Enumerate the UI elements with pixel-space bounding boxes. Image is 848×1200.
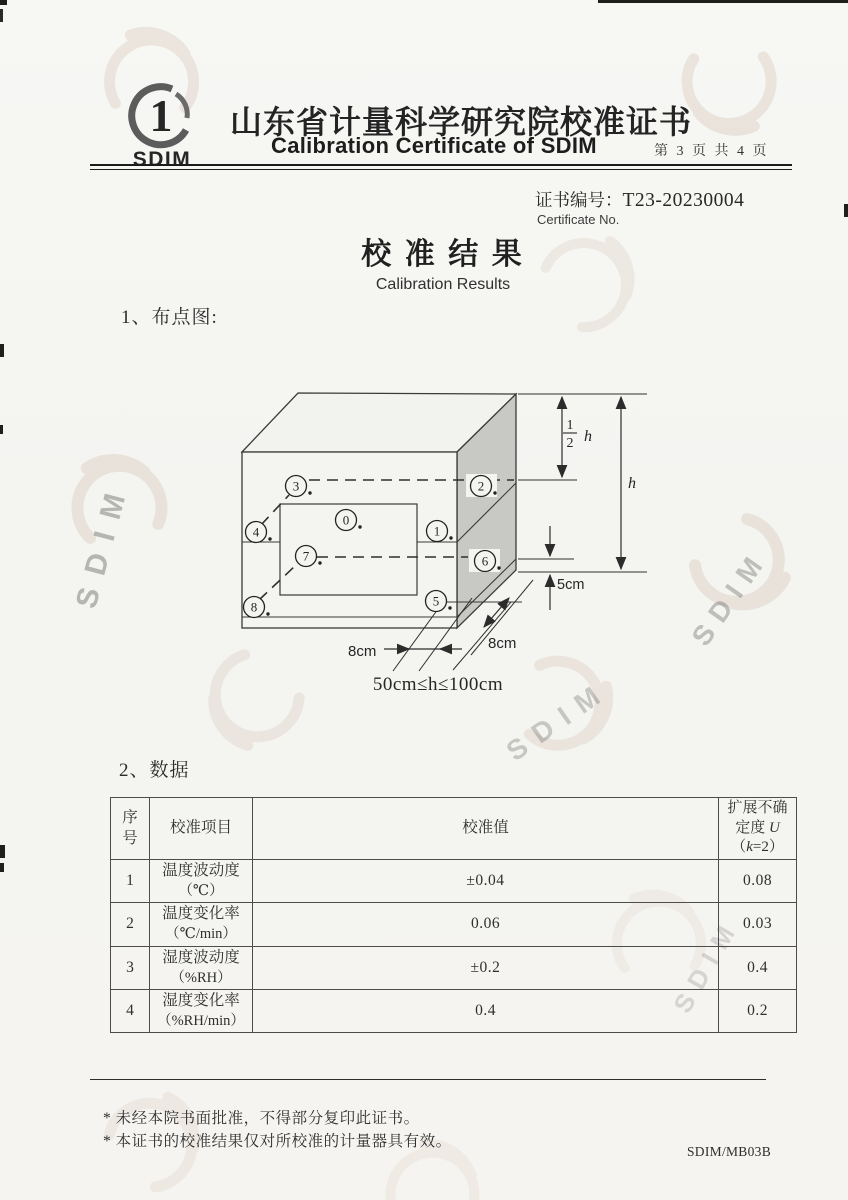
half-h-variable: h [584, 428, 592, 445]
header-title-en: Calibration Certificate of SDIM [271, 133, 597, 158]
height-range-caption: 50cm≤h≤100cm [372, 674, 504, 695]
cell-uncertainty: 0.03 [719, 903, 797, 946]
cell-item: 湿度波动度 （%RH） [150, 946, 253, 989]
cell-value: ±0.2 [253, 946, 719, 989]
cell-no: 1 [111, 860, 150, 903]
certificate-no-label: 证书编号： [535, 190, 623, 210]
watermark-text: SDIM [685, 543, 775, 652]
results-title: 校 准 结 果 [361, 238, 525, 271]
half-h-numerator: 1 [566, 418, 574, 433]
dim-8cm-right-label: 8cm [488, 635, 517, 652]
logo-numeral: 1 [149, 90, 173, 141]
scan-artifact [0, 845, 5, 858]
svg-text:3: 3 [292, 478, 300, 494]
col-header-item: 校准项目 [150, 798, 253, 860]
svg-text:5: 5 [432, 593, 440, 609]
cell-uncertainty: 0.4 [719, 946, 797, 989]
footer-note-2: * 本证书的校准结果仅对所校准的计量器具有效。 [103, 1133, 452, 1150]
watermark-text: SDIM [69, 476, 136, 612]
scan-artifact-top-strip [598, 0, 848, 3]
results-subtitle: Calibration Results [375, 276, 511, 293]
h-dimension-label: h [628, 475, 636, 492]
header-title-cn: 山东省计量科学研究院校准证书 [230, 104, 693, 140]
scan-artifact [0, 344, 4, 357]
cell-no: 4 [111, 989, 150, 1032]
svg-text:6: 6 [481, 553, 489, 569]
scan-artifact [0, 863, 4, 872]
svg-text:2: 2 [477, 478, 485, 494]
col-header-no: 序 号 [111, 798, 150, 860]
form-code: SDIM/MB03B [687, 1144, 772, 1159]
footer-rule [90, 1079, 766, 1080]
page-number: 第 3 页 共 4 页 [654, 144, 769, 159]
scan-artifact [0, 0, 7, 5]
svg-text:7: 7 [302, 548, 310, 564]
cell-item: 温度变化率 （℃/min） [150, 903, 253, 946]
svg-text:4: 4 [252, 524, 260, 540]
scan-artifact [844, 204, 848, 217]
cell-uncertainty: 0.08 [719, 860, 797, 903]
cell-value: ±0.04 [253, 860, 719, 903]
section1-heading: 1、布点图: [121, 307, 218, 328]
dim-8cm-left-label: 8cm [348, 643, 377, 660]
cell-no: 2 [111, 903, 150, 946]
table-row [111, 946, 797, 989]
logo-wordmark: SDIM [132, 148, 192, 171]
watermark-text: SDIM [667, 912, 746, 1018]
cell-uncertainty: 0.2 [719, 989, 797, 1032]
svg-text:0: 0 [342, 512, 350, 528]
sdim-logo-icon [112, 78, 212, 172]
scan-artifact [0, 425, 3, 434]
certificate-no-label-en: Certificate No. [537, 212, 620, 227]
table-row [111, 903, 797, 946]
footer-note-1: * 未经本院书面批准，不得部分复印此证书。 [103, 1110, 420, 1127]
cell-item: 湿度变化率 （%RH/min） [150, 989, 253, 1032]
calibration-data-table [110, 797, 797, 1033]
scan-artifact [0, 9, 3, 22]
cell-value: 0.06 [253, 903, 719, 946]
header-rule [90, 164, 792, 170]
col-header-uncertainty: 扩展不确 定度 U （k=2） [719, 798, 797, 860]
svg-text:8: 8 [250, 599, 258, 615]
dim-5cm-label: 5cm [557, 577, 585, 593]
cell-item: 温度波动度 （℃） [150, 860, 253, 903]
half-h-denominator: 2 [566, 436, 574, 451]
chamber-box [242, 393, 516, 628]
table-row [111, 860, 797, 903]
certificate-no-line [535, 187, 744, 212]
cell-no: 3 [111, 946, 150, 989]
section2-heading: 2、数据 [119, 760, 190, 781]
col-header-value: 校准值 [253, 798, 719, 860]
table-header-row [111, 798, 797, 860]
certificate-no-value: T23-20230004 [622, 190, 745, 211]
table-row [111, 989, 797, 1032]
svg-text:1: 1 [433, 523, 441, 539]
watermark-text: SDIM [500, 673, 616, 767]
cell-value: 0.4 [253, 989, 719, 1032]
measurement-points-diagram [200, 380, 660, 702]
